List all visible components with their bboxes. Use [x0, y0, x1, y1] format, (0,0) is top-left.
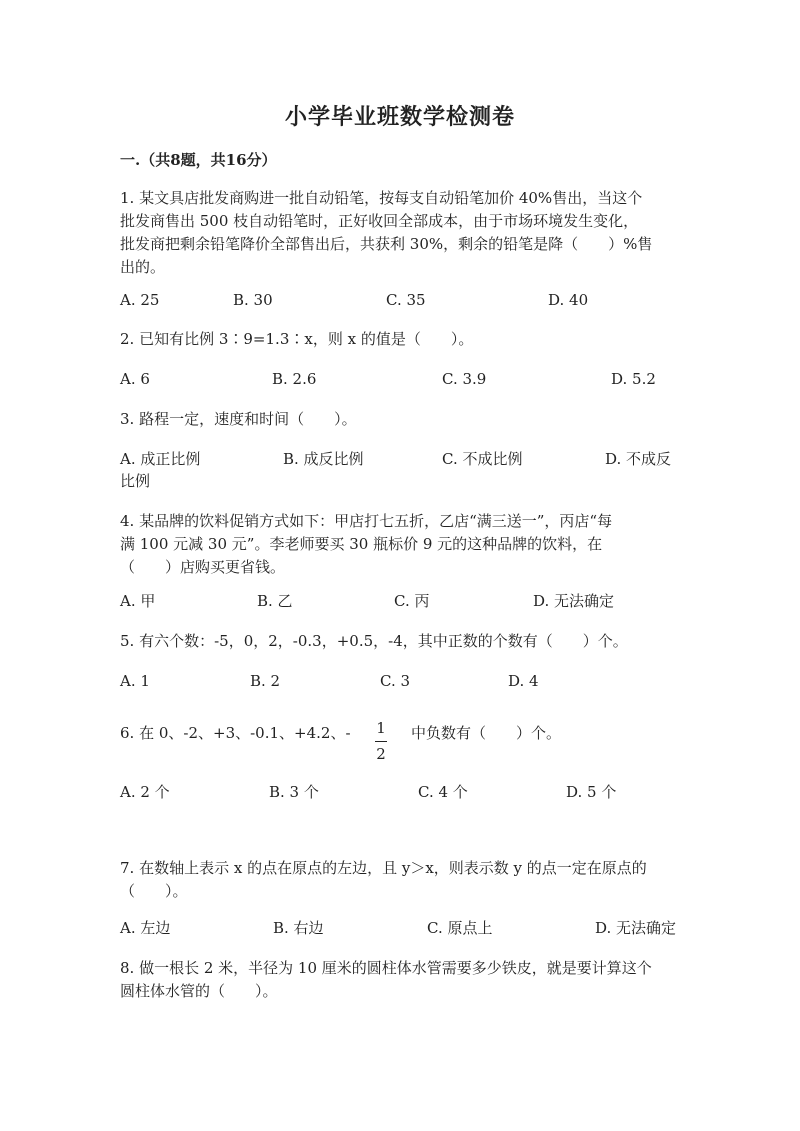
option-d: D. 5 个: [566, 783, 617, 801]
question-4-line-1: 4. 某品牌的饮料促销方式如下：甲店打七五折，乙店“满三送一”，丙店“每: [120, 512, 613, 530]
question-7: [120, 857, 690, 903]
option-b: B. 2: [250, 672, 281, 690]
option-b: B. 成反比例: [283, 450, 364, 468]
question-1-line-4: 出的。: [120, 258, 166, 276]
question-2-line-1: 2. 已知有比例 3∶9=1.3∶x，则 x 的值是（ ）。: [120, 330, 474, 348]
question-8: [120, 957, 690, 1003]
option-b: B. 30: [233, 291, 273, 309]
option-d: D. 无法确定: [595, 919, 677, 937]
option-a: A. 25: [120, 291, 160, 309]
option-c: C. 丙: [394, 592, 430, 610]
option-a: A. 成正比例: [120, 450, 201, 468]
question-6-prefix: 6. 在 0、-2、+3、-0.1、+4.2、-: [120, 724, 351, 742]
question-4-line-2: 满 100 元减 30 元”。李老师要买 30 瓶标价 9 元的这种品牌的饮料，在: [120, 535, 603, 553]
page-title: 小学毕业班数学检测卷: [284, 104, 515, 130]
option-d: D. 不成反: [605, 450, 672, 468]
option-d: D. 5.2: [611, 370, 656, 388]
option-c: C. 不成比例: [442, 450, 523, 468]
question-1-line-2: 批发商售出 500 枝自动铅笔时，正好收回全部成本，由于市场环境发生变化，: [120, 212, 639, 230]
option-c: C. 4 个: [418, 783, 468, 801]
question-6-suffix: 中负数有（ ）个。: [411, 724, 562, 742]
option-a: A. 2 个: [120, 783, 170, 801]
option-d: D. 无法确定: [533, 592, 615, 610]
question-2: [120, 328, 690, 351]
fraction-denominator: 2: [376, 745, 386, 763]
question-4: [120, 510, 690, 579]
option-a: A. 左边: [120, 919, 171, 937]
section-heading: 一.（共8题，共16分）: [120, 151, 277, 169]
question-8-line-2: 圆柱体水管的（ ）。: [120, 982, 278, 1000]
question-5: [120, 630, 690, 653]
option-d-overflow: 比例: [120, 472, 151, 490]
option-a: A. 甲: [120, 592, 156, 610]
option-c: C. 3.9: [442, 370, 487, 388]
option-b: B. 乙: [257, 592, 293, 610]
question-7-line-2: （ ）。: [120, 882, 188, 900]
option-b: B. 3 个: [269, 783, 319, 801]
option-b: B. 2.6: [272, 370, 317, 388]
question-7-line-1: 7. 在数轴上表示 x 的点在原点的左边，且 y＞x，则表示数 y 的点一定在原点的: [120, 859, 647, 877]
question-3-line-1: 3. 路程一定，速度和时间（ ）。: [120, 410, 357, 428]
question-1: [120, 187, 690, 279]
question-1-line-3: 批发商把剩余铅笔降价全部售出后，共获利 30%，剩余的铅笔是降（ ）%售: [120, 235, 653, 253]
option-a: A. 6: [120, 370, 150, 388]
fraction-bar: [375, 741, 387, 742]
option-c: C. 原点上: [427, 919, 493, 937]
question-3: [120, 408, 690, 431]
option-b: B. 右边: [273, 919, 324, 937]
question-4-line-3: （ ）店购买更省钱。: [120, 558, 286, 576]
option-c: C. 35: [386, 291, 426, 309]
question-6: [120, 719, 690, 763]
option-c: C. 3: [380, 672, 411, 690]
question-5-line-1: 5. 有六个数：-5，0，2，-0.3，+0.5，-4，其中正数的个数有（ ）个。: [120, 632, 628, 650]
question-1-line-1: 1. 某文具店批发商购进一批自动铅笔，按每支自动铅笔加价 40%售出，当这个: [120, 189, 643, 207]
fraction-numerator: 1: [376, 719, 386, 737]
option-d: D. 4: [508, 672, 539, 690]
option-d: D. 40: [548, 291, 589, 309]
question-6-fraction: [375, 717, 387, 766]
question-3-options: [120, 448, 690, 492]
option-a: A. 1: [120, 672, 150, 690]
question-8-line-1: 8. 做一根长 2 米，半径为 10 厘米的圆柱体水管需要多少铁皮，就是要计算这个: [120, 959, 652, 977]
